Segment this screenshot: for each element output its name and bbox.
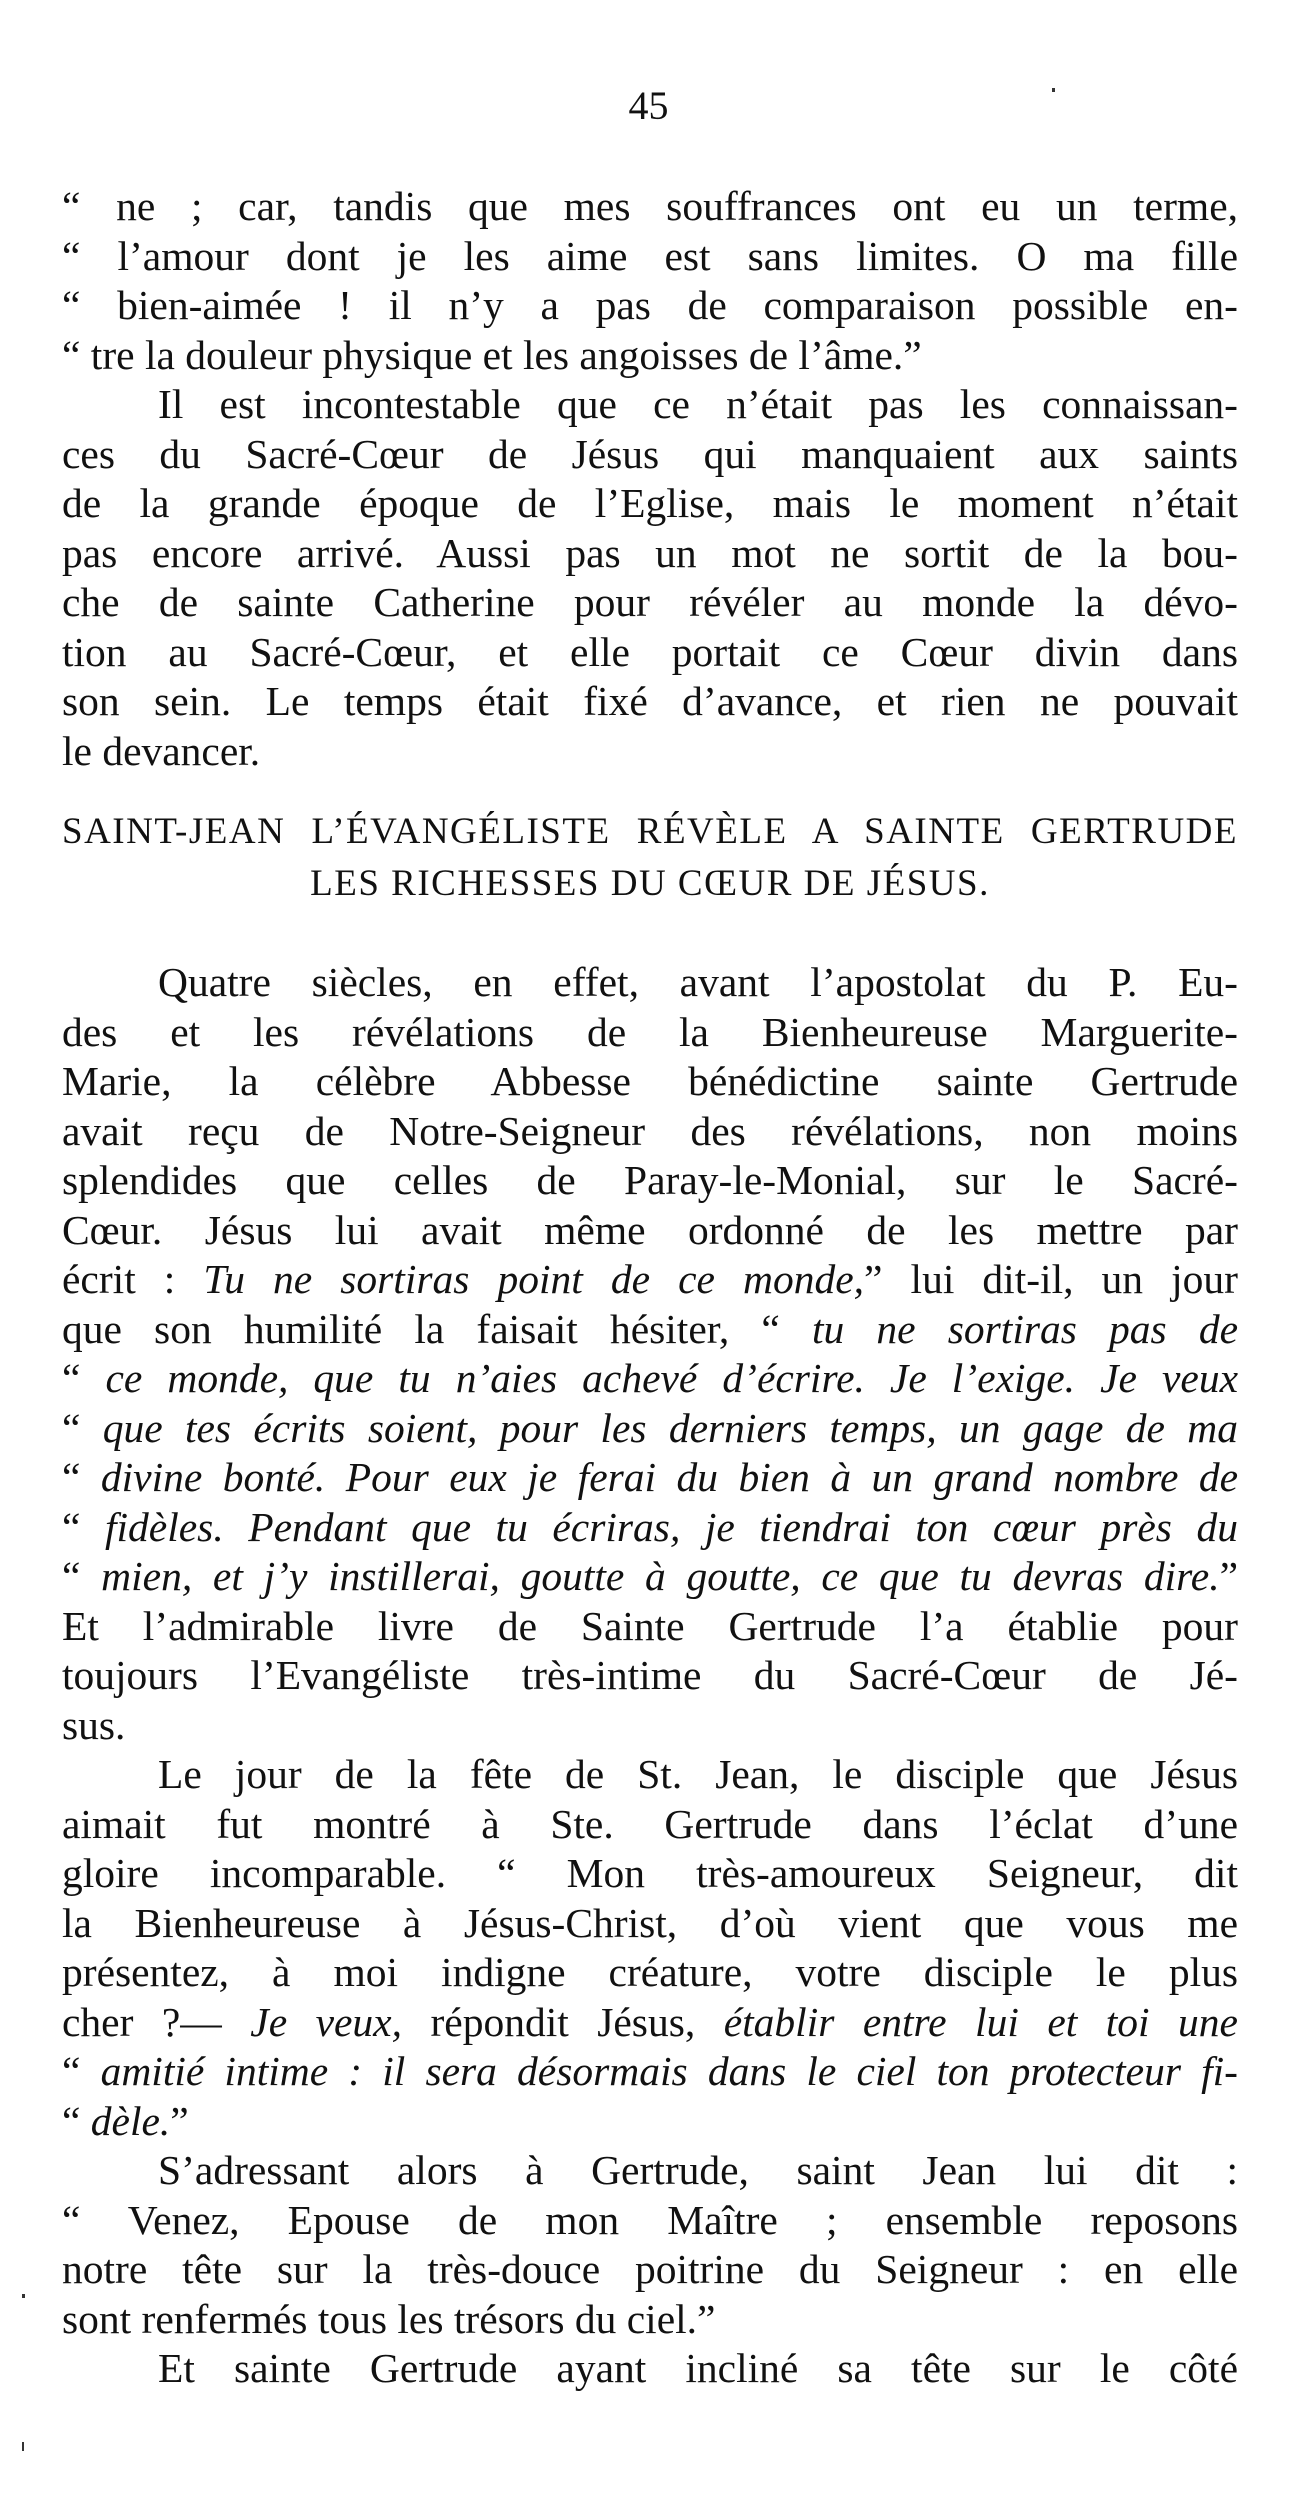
text-run: que son humilité la faisait hésiter, “: [62, 1305, 812, 1352]
text-line: [62, 2097, 1238, 2147]
section-heading: [62, 806, 1238, 910]
italic-run: que tes écrits soient, pour les derniers temps, un gage de ma: [102, 1404, 1238, 1451]
text-line: son sein. Le temps était fixé d’avance, et rien ne pouvait: [62, 678, 1238, 724]
text-line: [62, 1404, 1238, 1454]
text-line: Il est incontestable que ce n’était pas les connaissan-: [158, 381, 1238, 427]
text-line: sus.: [62, 1701, 126, 1748]
italic-run: tu ne sortiras pas de: [812, 1305, 1238, 1352]
text-line: avait reçu de Notre-Seigneur des révélations, non moins: [62, 1107, 1238, 1154]
text-line: Et sainte Gertrude ayant incliné sa tête sur le côté: [158, 2345, 1238, 2391]
text-line: Le jour de la fête de St. Jean, le disciple que Jésus: [158, 1751, 1238, 1797]
text-line: tion au Sacré-Cœur, et elle portait ce Cœur divin dans: [62, 628, 1238, 675]
text-line: “ tre la douleur physique et les angoisses de l’âme.”: [62, 331, 922, 378]
text-run: “: [62, 1355, 106, 1401]
paragraph-quatre-siecles: [62, 958, 1238, 1750]
text-run: “: [62, 1404, 103, 1451]
text-line: Et l’admirable livre de Sainte Gertrude l’a établie pour: [62, 1602, 1238, 1649]
text-line: sont renfermés tous les trésors du ciel.”: [62, 2295, 716, 2342]
italic-run: divine bonté. Pour eux je ferai du bien à un grand nombre de: [100, 1454, 1238, 1500]
text-run: ”: [170, 2097, 189, 2144]
text-run: ”: [1219, 1553, 1239, 1599]
paragraph-fete-st-jean: [62, 1750, 1238, 2146]
section-heading-line: SAINT-JEAN L’ÉVANGÉLISTE RÉVÈLE A SAINTE GERTRUDE: [62, 811, 1238, 852]
text-line: présentez, à moi indigne créature, votre disciple le plus: [62, 1949, 1238, 1995]
page-number: 45: [628, 83, 669, 128]
text-line: des et les révélations de la Bienheureuse Marguerite-: [62, 1008, 1238, 1055]
text-run: “: [62, 2097, 91, 2144]
paragraph-saint-jean-dit: [62, 2146, 1238, 2394]
text-line: le devancer.: [62, 727, 261, 774]
text-line: che de sainte Catherine pour révéler au monde la dévo-: [62, 579, 1238, 625]
text-line: splendides que celles de Paray-le-Monial, sur le Sacré-: [62, 1157, 1238, 1203]
text-run: “: [62, 2048, 101, 2094]
text-run: “: [62, 1553, 102, 1599]
text-line: [62, 1552, 1238, 1602]
text-line: la Bienheureuse à Jésus-Christ, d’où vient que vous me: [62, 1899, 1238, 1946]
italic-run: ce monde, que tu n’aies achevé d’écrire. Je l’exige. Je veux: [105, 1355, 1238, 1401]
text-line: [62, 1503, 1238, 1553]
text-run: répondit Jésus,: [401, 1998, 724, 2045]
text-line: gloire incomparable. “ Mon très-amoureux Seigneur, dit: [62, 1850, 1238, 1896]
text-run: “: [62, 1503, 105, 1550]
text-line: [62, 1305, 1238, 1355]
text-line: [62, 1354, 1238, 1404]
text-line: pas encore arrivé. Aussi pas un mot ne sortit de la bou-: [62, 529, 1238, 576]
text-run: écrit :: [62, 1256, 176, 1302]
text-line: [62, 1255, 1238, 1305]
paragraph-connaissances: [62, 380, 1238, 776]
text-line: [62, 2047, 1238, 2097]
italic-run: Tu ne sortiras point de ce monde,: [175, 1256, 865, 1302]
text-line: Quatre siècles, en effet, avant l’apostolat du P. Eu-: [158, 959, 1238, 1005]
text-run: cher ?—: [62, 1998, 251, 2045]
text-line: “ ne ; car, tandis que mes souffrances ont eu un terme,: [62, 183, 1238, 229]
print-speck: [1052, 88, 1055, 92]
text-line: “ Venez, Epouse de mon Maître ; ensemble reposons: [62, 2196, 1238, 2243]
print-speck: [22, 2442, 24, 2451]
text-line: S’adressant alors à Gertrude, saint Jean lui dit :: [158, 2147, 1238, 2193]
text-line: Marie, la célèbre Abbesse bénédictine sainte Gertrude: [62, 1058, 1238, 1104]
text-line: “ l’amour dont je les aime est sans limites. O ma fille: [62, 232, 1238, 279]
italic-run: fidèles. Pendant que tu écriras, je tiendrai ton cœur près du: [104, 1503, 1239, 1550]
text-line: “ bien-aimée ! il n’y a pas de comparaison possible en-: [62, 282, 1238, 328]
text-line: aimait fut montré à Ste. Gertrude dans l’éclat d’une: [62, 1800, 1238, 1847]
print-speck: [22, 2294, 25, 2298]
text-line: de la grande époque de l’Eglise, mais le moment n’était: [62, 480, 1238, 526]
italic-run: dèle.: [90, 2097, 171, 2144]
paragraph-quote-ending: [62, 182, 1238, 380]
italic-run: mien, et j’y instillerai, goutte à goutte, ce que tu devras dire.: [101, 1553, 1220, 1599]
text-line: toujours l’Evangéliste très-intime du Sacré-Cœur de Jé-: [62, 1652, 1238, 1698]
text-line: Cœur. Jésus lui avait même ordonné de les mettre par: [62, 1206, 1238, 1253]
italic-run: amitié intime : il sera désormais dans le ciel ton protecteur fi-: [100, 2048, 1238, 2094]
text-line: notre tête sur la très-douce poitrine du Seigneur : en elle: [62, 2246, 1238, 2292]
text-line: ces du Sacré-Cœur de Jésus qui manquaient aux saints: [62, 430, 1238, 477]
text-line: [62, 1998, 1238, 2048]
text-line: [62, 1453, 1238, 1503]
italic-run: Je veux,: [250, 1998, 402, 2045]
section-heading-line: LES RICHESSES DU CŒUR DE JÉSUS.: [310, 863, 990, 904]
italic-run: établir entre lui et toi une: [723, 1998, 1238, 2045]
text-run: ” lui dit-il, un jour: [864, 1256, 1238, 1302]
text-run: “: [62, 1454, 101, 1500]
